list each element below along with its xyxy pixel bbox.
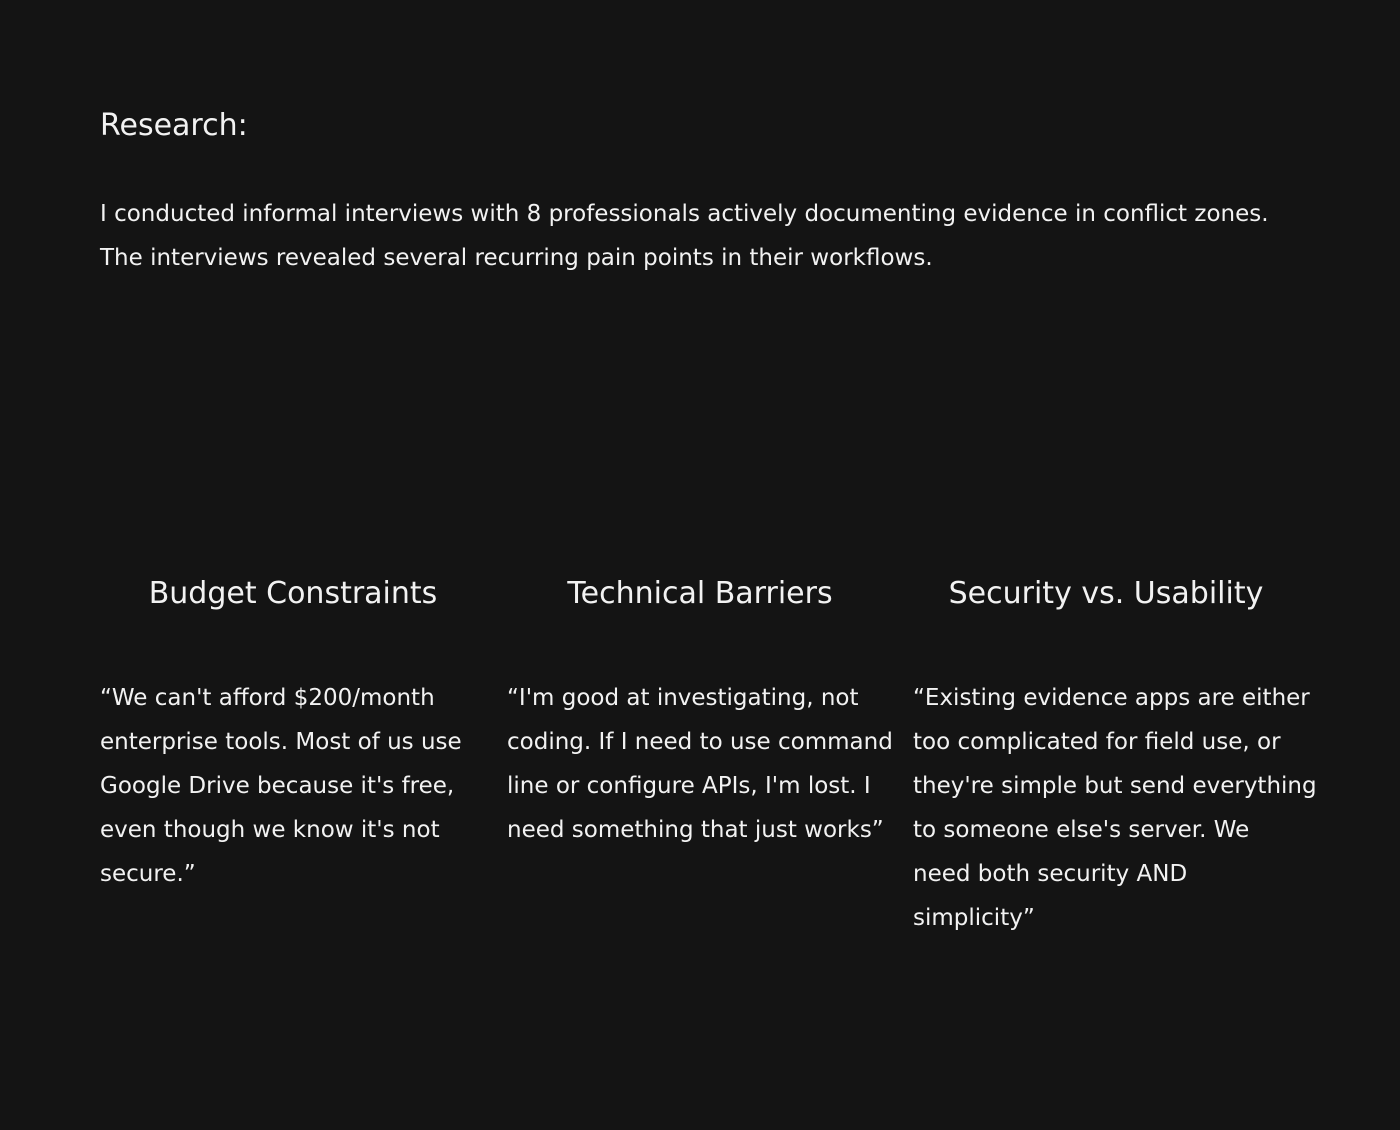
finding-quote bbox=[913, 676, 1317, 940]
finding-card-budget bbox=[100, 570, 495, 887]
finding-title: Technical Barriers bbox=[567, 576, 833, 611]
quote-line: even though we know it's not bbox=[100, 817, 440, 843]
quote-line: line or configure APIs, I'm lost. I bbox=[507, 773, 871, 799]
quote-line: they're simple but send everything bbox=[913, 773, 1317, 799]
quote-line: too complicated for field use, or bbox=[913, 729, 1281, 755]
quote-line: coding. If I need to use command bbox=[507, 729, 893, 755]
finding-title: Security vs. Usability bbox=[948, 576, 1264, 611]
finding-quote bbox=[100, 676, 495, 896]
quote-line: “We can't afford $200/month bbox=[100, 685, 435, 711]
quote-line: to someone else's server. We bbox=[913, 817, 1250, 843]
finding-card-technical bbox=[507, 570, 902, 843]
intro-line: The interviews revealed several recurring pain points in their workflows. bbox=[100, 245, 933, 271]
quote-line: need both security AND bbox=[913, 861, 1188, 887]
findings-grid bbox=[100, 570, 1320, 970]
intro-paragraph bbox=[100, 192, 1320, 280]
quote-line: Google Drive because it's free, bbox=[100, 773, 455, 799]
quote-line: simplicity” bbox=[913, 905, 1035, 931]
quote-line: need something that just works” bbox=[507, 817, 884, 843]
quote-line: enterprise tools. Most of us use bbox=[100, 729, 462, 755]
intro-line: I conducted informal interviews with 8 professionals actively documenting evidence in conflict zones. bbox=[100, 201, 1269, 227]
quote-line: “Existing evidence apps are either bbox=[913, 685, 1310, 711]
finding-card-security bbox=[913, 570, 1317, 931]
quote-line: secure.” bbox=[100, 861, 196, 887]
finding-quote bbox=[507, 676, 902, 852]
finding-title: Budget Constraints bbox=[148, 576, 438, 611]
section-label: Research: bbox=[100, 108, 248, 143]
quote-line: “I'm good at investigating, not bbox=[507, 685, 859, 711]
